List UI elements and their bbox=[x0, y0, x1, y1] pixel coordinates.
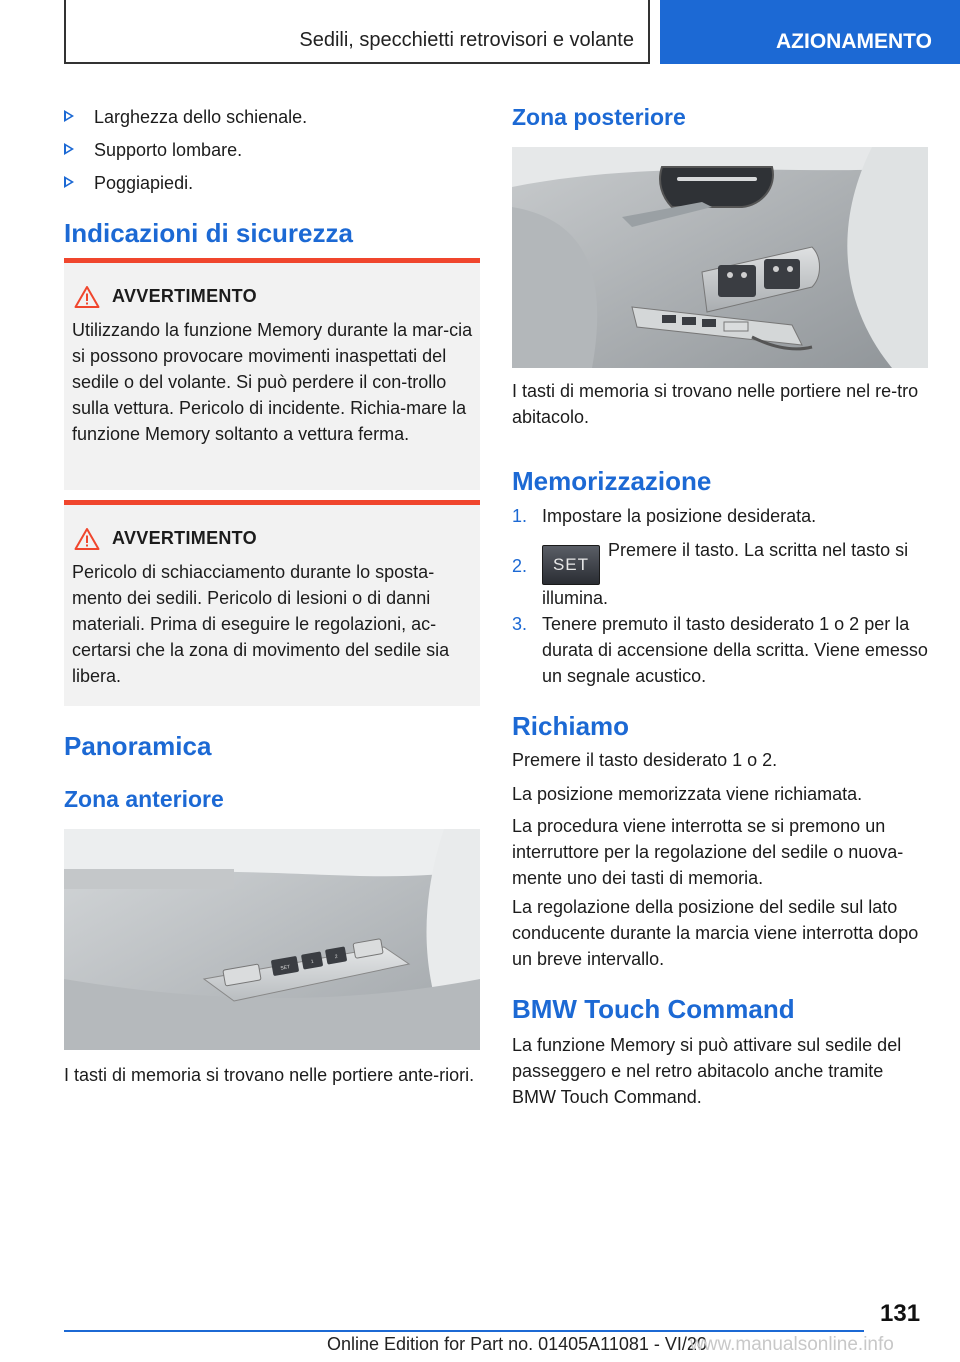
step-number: 3. bbox=[512, 614, 528, 634]
warning-text: Utilizzando la funzione Memory durante la mar-cia si possono provocare movimenti inaspettati del sedile o del volante. Si può perdere il con-trollo sulla vettura. Pericolo di incidente. Richia-mare la funzione Memory soltanto a vettura ferma. bbox=[72, 320, 473, 444]
memorize-heading: Memorizzazione bbox=[512, 466, 712, 496]
warning-title: AVVERTIMENTO bbox=[112, 286, 257, 306]
triangle-bullet-icon bbox=[64, 110, 74, 122]
warning-text: Pericolo di schiacciamento durante lo sposta-mento dei sedili. Pericolo di lesioni o di danni materiali. Prima di eseguire le regolazioni, ac-certarsi che la zona di movimento del sedile sia libera. bbox=[72, 562, 450, 686]
triangle-bullet-icon bbox=[64, 143, 74, 155]
footer-divider bbox=[64, 1330, 864, 1332]
header-section-box bbox=[64, 0, 650, 64]
page-number: 131 bbox=[880, 1300, 921, 1327]
section-title: Sedili, specchietti retrovisori e volante bbox=[299, 29, 634, 51]
warning-box bbox=[64, 500, 480, 706]
recall-paragraph: La posizione memorizzata viene richiamata. bbox=[512, 784, 863, 804]
step-text: Impostare la posizione desiderata. bbox=[542, 506, 817, 526]
step-number: 1. bbox=[512, 506, 528, 526]
front-caption: I tasti di memoria si trovano nelle portiere ante-riori. bbox=[64, 1065, 475, 1085]
safety-heading: Indicazioni di sicurezza bbox=[64, 218, 353, 248]
warning-triangle-icon bbox=[74, 527, 100, 551]
recall-heading: Richiamo bbox=[512, 711, 630, 741]
set-button-label: SET bbox=[280, 964, 291, 972]
overview-heading: Panoramica bbox=[64, 731, 212, 761]
memory-button-2-label: 2 bbox=[334, 953, 339, 961]
touch-command-paragraph: La funzione Memory si può attivare sul sedile del passeggero e nel retro abitacolo anche tramite BMW Touch Command. bbox=[512, 1035, 902, 1107]
rear-door-memory-buttons-image bbox=[512, 147, 928, 368]
set-key-icon: SET bbox=[542, 545, 600, 585]
watermark: www.manualsonline.info bbox=[690, 1334, 894, 1355]
chapter-tab bbox=[660, 0, 960, 64]
step-text: Premere il tasto. La scritta nel tasto si illumina. bbox=[542, 540, 909, 608]
rear-zone-heading: Zona posteriore bbox=[512, 104, 686, 130]
chapter-tab-label: AZIONAMENTO bbox=[776, 30, 932, 53]
front-zone-heading: Zona anteriore bbox=[64, 786, 224, 812]
front-door-memory-buttons-image bbox=[64, 829, 480, 1050]
triangle-bullet-icon bbox=[64, 176, 74, 188]
warning-triangle-icon bbox=[74, 285, 100, 309]
rear-caption: I tasti di memoria si trovano nelle portiere nel re-tro abitacolo. bbox=[512, 381, 919, 427]
warning-box bbox=[64, 258, 480, 490]
recall-paragraph: La regolazione della posizione del sedile sul lato conducente durante la marcia viene interrotta dopo un breve intervallo. bbox=[512, 897, 919, 969]
edition-text: Online Edition for Part no. 01405A11081 - VI/20 bbox=[327, 1334, 707, 1354]
step-text: Tenere premuto il tasto desiderato 1 o 2 per la durata di accensione della scritta. Viene emesso un segnale acustico. bbox=[542, 614, 928, 686]
recall-paragraph: Premere il tasto desiderato 1 o 2. bbox=[512, 750, 778, 770]
step-number: 2. bbox=[512, 556, 528, 576]
memory-button-1-label: 1 bbox=[310, 958, 315, 966]
warning-title: AVVERTIMENTO bbox=[112, 528, 257, 548]
recall-paragraph: La procedura viene interrotta se si premono un interruttore per la regolazione del sedile o nuova-mente uno dei tasti di memoria. bbox=[512, 816, 904, 888]
touch-command-heading: BMW Touch Command bbox=[512, 994, 795, 1024]
